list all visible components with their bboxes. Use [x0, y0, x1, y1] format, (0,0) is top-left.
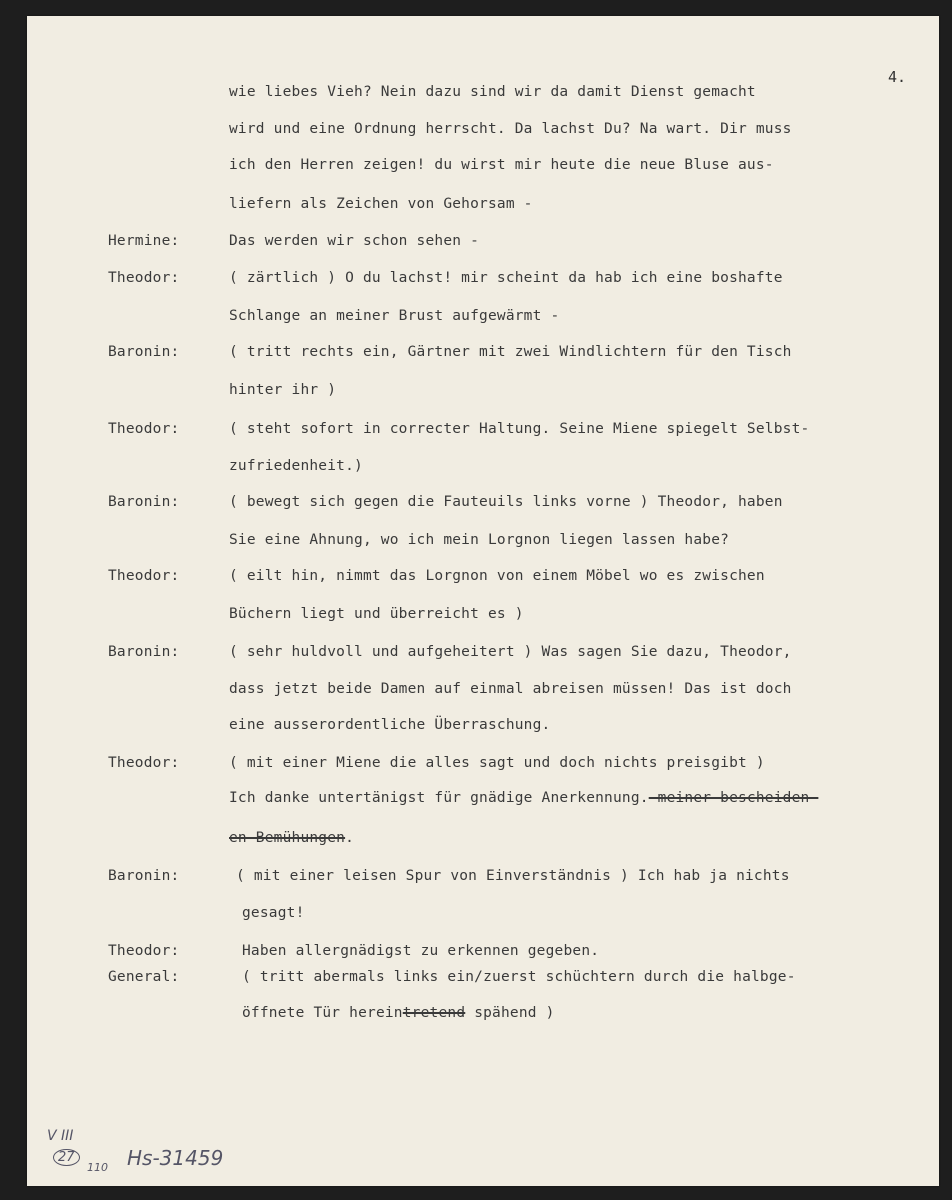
line-text: ( mit einer leisen Spur von Einverständnis ) Ich hab ja nichts	[236, 868, 790, 884]
text-line	[229, 681, 792, 697]
line-text: ( eilt hin, nimmt das Lorgnon von einem Möbel wo es zwischen	[229, 568, 765, 584]
text-line	[229, 270, 783, 286]
text-line	[242, 1005, 555, 1021]
line-text: ( tritt rechts ein, Gärtner mit zwei Windlichtern für den Tisch	[229, 344, 792, 360]
line-text: Ich danke untertänigst für gnädige Anerkennung.	[229, 790, 649, 806]
line-text: Das werden wir schon sehen -	[229, 233, 480, 249]
line-text: dass jetzt beide Damen auf einmal abreisen müssen! Das ist doch	[229, 681, 792, 697]
line-text: wie liebes Vieh? Nein dazu sind wir da damit Dienst gemacht	[229, 84, 756, 100]
line-text: zufriedenheit.)	[229, 458, 363, 474]
speaker-label: Theodor:	[108, 270, 180, 286]
text-line	[242, 905, 305, 921]
line-text: Schlange an meiner Brust aufgewärmt -	[229, 308, 560, 324]
text-line	[229, 421, 809, 437]
line-text: ( sehr huldvoll und aufgeheitert ) Was sagen Sie dazu, Theodor,	[229, 644, 792, 660]
line-text: ( mit einer Miene die alles sagt und doch nichts preisgibt )	[229, 755, 765, 771]
text-line	[229, 717, 550, 733]
line-text: öffnete Tür herein	[242, 1005, 403, 1021]
speaker-label: Baronin:	[108, 494, 180, 510]
line-text: Haben allergnädigst zu erkennen gegeben.	[242, 943, 600, 959]
text-line	[236, 868, 790, 884]
text-line	[242, 943, 599, 959]
struck-text: tretend	[402, 1005, 466, 1021]
line-text: liefern als Zeichen von Gehorsam -	[229, 196, 533, 212]
speaker-label: Baronin:	[108, 868, 180, 884]
speaker-label: General:	[108, 969, 180, 985]
text-line	[229, 84, 756, 100]
archive-sub: 110	[87, 1161, 108, 1174]
text-line	[229, 830, 354, 846]
archive-number: 27	[53, 1149, 80, 1166]
text-line	[229, 196, 533, 212]
text-line	[229, 790, 818, 806]
text-line	[229, 382, 336, 398]
page-number: 4.	[888, 68, 907, 86]
speaker-label: Hermine:	[108, 233, 180, 249]
line-tail: spähend )	[465, 1005, 555, 1021]
line-text: hinter ihr )	[229, 382, 337, 398]
archive-shelfmark: V III	[47, 1128, 74, 1144]
text-line	[229, 568, 765, 584]
text-line	[229, 494, 783, 510]
speaker-label: Baronin:	[108, 644, 180, 660]
archive-inventory: Hs-31459	[127, 1146, 224, 1170]
text-line	[242, 969, 796, 985]
text-line	[229, 532, 729, 548]
speaker-label: Theodor:	[108, 421, 180, 437]
text-line	[229, 121, 792, 137]
line-tail: .	[345, 830, 355, 846]
speaker-label: Theodor:	[108, 943, 180, 959]
speaker-label: Baronin:	[108, 344, 180, 360]
speaker-label: Theodor:	[108, 755, 180, 771]
line-text: ( steht sofort in correcter Haltung. Seine Miene spiegelt Selbst-	[229, 421, 810, 437]
speaker-label: Theodor:	[108, 568, 180, 584]
line-text: eine ausserordentliche Überraschung.	[229, 717, 551, 733]
text-line	[229, 344, 792, 360]
line-text: ( bewegt sich gegen die Fauteuils links vorne ) Theodor, haben	[229, 494, 783, 510]
struck-text: meiner bescheiden-	[648, 790, 819, 806]
text-line	[229, 308, 559, 324]
line-text: wird und eine Ordnung herrscht. Da lachst Du? Na wart. Dir muss	[229, 121, 792, 137]
text-line	[229, 644, 792, 660]
document-page	[27, 16, 939, 1186]
text-line	[229, 755, 765, 771]
line-text: ( zärtlich ) O du lachst! mir scheint da hab ich eine boshafte	[229, 270, 783, 286]
line-text: gesagt!	[242, 905, 305, 921]
text-line	[229, 606, 524, 622]
text-line	[229, 458, 363, 474]
line-text: Büchern liegt und überreicht es )	[229, 606, 524, 622]
line-text: Sie eine Ahnung, wo ich mein Lorgnon liegen lassen habe?	[229, 532, 730, 548]
struck-text: en Bemühungen	[229, 830, 346, 846]
line-text: ich den Herren zeigen! du wirst mir heute die neue Bluse aus-	[229, 157, 774, 173]
line-text: ( tritt abermals links ein/zuerst schüchtern durch die halbge-	[242, 969, 796, 985]
text-line	[229, 157, 774, 173]
text-line	[229, 233, 479, 249]
